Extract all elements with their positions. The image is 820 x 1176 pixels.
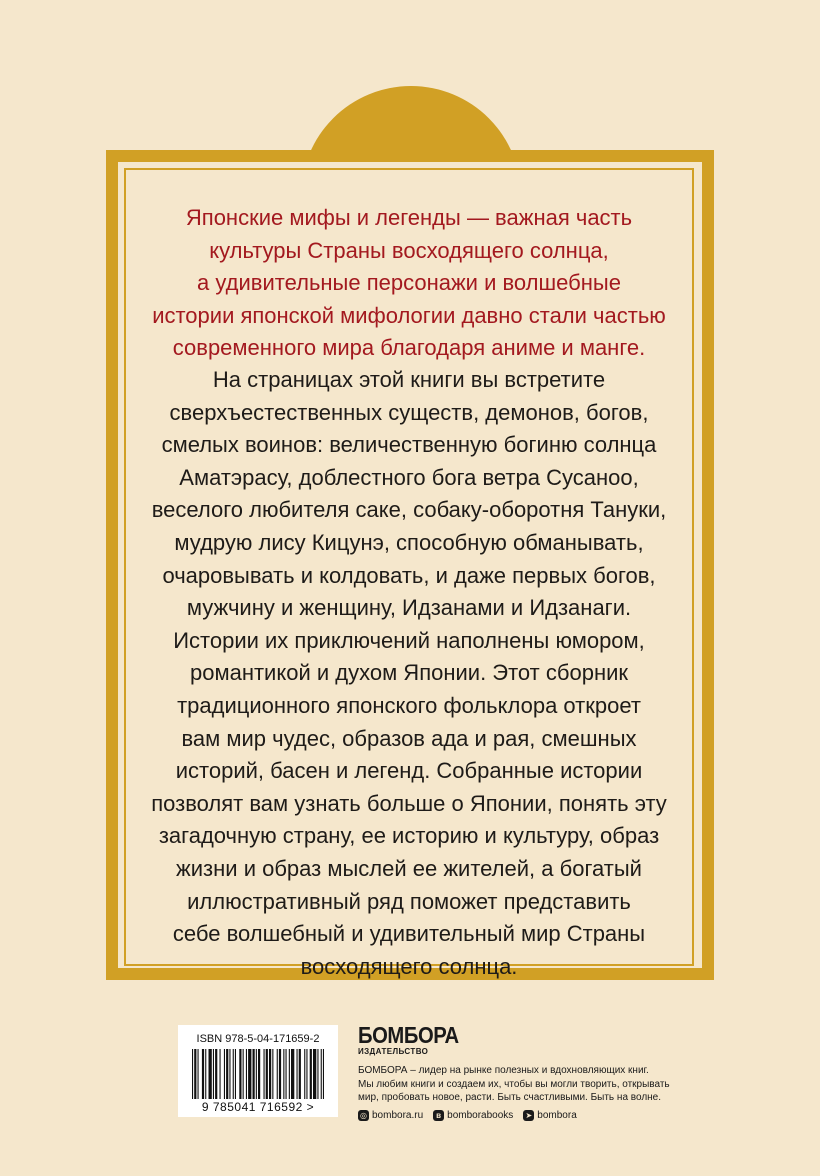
social-label: bombora.ru — [372, 1110, 424, 1121]
barcode-bar — [239, 1049, 241, 1099]
barcode-bar — [243, 1049, 244, 1099]
barcode-bar — [289, 1049, 290, 1099]
barcode-bar — [209, 1049, 212, 1099]
social-links — [358, 1110, 577, 1121]
telegram-icon: ➤ — [523, 1110, 534, 1121]
barcode-bar — [205, 1049, 206, 1099]
barcode-bar — [313, 1049, 316, 1099]
barcode-bar — [306, 1049, 307, 1099]
barcode-bar — [317, 1049, 318, 1099]
barcode-block — [178, 1025, 338, 1117]
isbn-label: ISBN 978-5-04-171659-2 — [196, 1033, 320, 1045]
publisher-logo: БОМБОРА — [358, 1022, 459, 1048]
publisher-description: БОМБОРА – лидер на рынке полезных и вдохновляющих книг. Мы любим книги и создаем их, чтобы вы могли творить, открывать мир, пробовать новое, расти. Быть счастливыми. Быть на волне. — [358, 1065, 670, 1103]
barcode-bar — [192, 1049, 193, 1099]
barcode-bar — [198, 1049, 199, 1099]
barcode-bar — [253, 1049, 255, 1099]
barcode-bar — [291, 1049, 294, 1099]
barcode-bar — [323, 1049, 324, 1099]
barcode-bar — [258, 1049, 260, 1099]
barcode-bar — [272, 1049, 273, 1099]
barcode-bar — [202, 1049, 204, 1099]
barcode-bar — [297, 1049, 298, 1099]
barcode-bar — [248, 1049, 251, 1099]
social-link-vk[interactable] — [433, 1110, 513, 1121]
barcode-bar — [279, 1049, 281, 1099]
barcode-bar — [264, 1049, 265, 1099]
barcode-bar — [194, 1049, 196, 1099]
social-label: bomborabooks — [447, 1110, 514, 1121]
barcode-bar — [286, 1049, 287, 1099]
barcode-bar — [226, 1049, 228, 1099]
barcode-bar — [213, 1049, 214, 1099]
barcode-bar — [277, 1049, 278, 1099]
barcode-bar — [299, 1049, 301, 1099]
barcode-bar — [269, 1049, 271, 1099]
barcode-bar — [256, 1049, 257, 1099]
barcode-bar — [304, 1049, 305, 1099]
barcode-bar — [246, 1049, 247, 1099]
social-label: bombora — [537, 1110, 577, 1121]
barcode-bar — [220, 1049, 221, 1099]
barcode-bar — [224, 1049, 225, 1099]
description-paragraph: На страницах этой книги вы встретите сверхъестественных существ, демонов, богов, смелых воинов: величественную богиню солнца Аматэрасу, доблестного бога ветра Сусаноо, веселого любителя саке, собаку-оборотня Тануки, мудрую лису Кицунэ, способную обманывать, очаровывать и колдовать, и даже первых богов, мужчину и женщину, Идзанами и Идзанаги. Истории их приключений наполнены юмором, романтикой и духом Японии. Этот сборник традиционного японского фольклора откроет вам мир чудес, образов ада и рая, смешных историй, басен и легенд. Собранные истории позволят вам узнать больше о Японии, понять эту загадочную страну, ее историю и культуру, образ жизни и образ мыслей ее жителей, а богатый иллюстративный ряд поможет представить себе волшебный и удивительный мир Страны восходящего солнца. — [151, 367, 667, 979]
social-link-telegram[interactable] — [523, 1110, 576, 1121]
barcode-bar — [283, 1049, 284, 1099]
social-link-site[interactable] — [358, 1110, 423, 1121]
barcode-bar — [321, 1049, 322, 1099]
vk-icon: в — [433, 1110, 444, 1121]
barcode-bar — [266, 1049, 268, 1099]
instagram-icon: ◎ — [358, 1110, 369, 1121]
barcode-bars — [192, 1049, 324, 1099]
barcode-digits: 9 785041 716592 > — [201, 1100, 315, 1114]
lead-paragraph: Японские мифы и легенды — важная часть культуры Страны восходящего солнца, а удивительные персонажи и волшебные истории японской мифологии давно стали частью современного мира благодаря аниме и манге. — [152, 205, 666, 360]
barcode-bar — [310, 1049, 312, 1099]
publisher-logo-subtitle: ИЗДАТЕЛЬСТВО — [358, 1047, 429, 1056]
barcode-bar — [235, 1049, 236, 1099]
barcode-bar — [229, 1049, 230, 1099]
barcode-bar — [215, 1049, 217, 1099]
barcode-bar — [233, 1049, 234, 1099]
